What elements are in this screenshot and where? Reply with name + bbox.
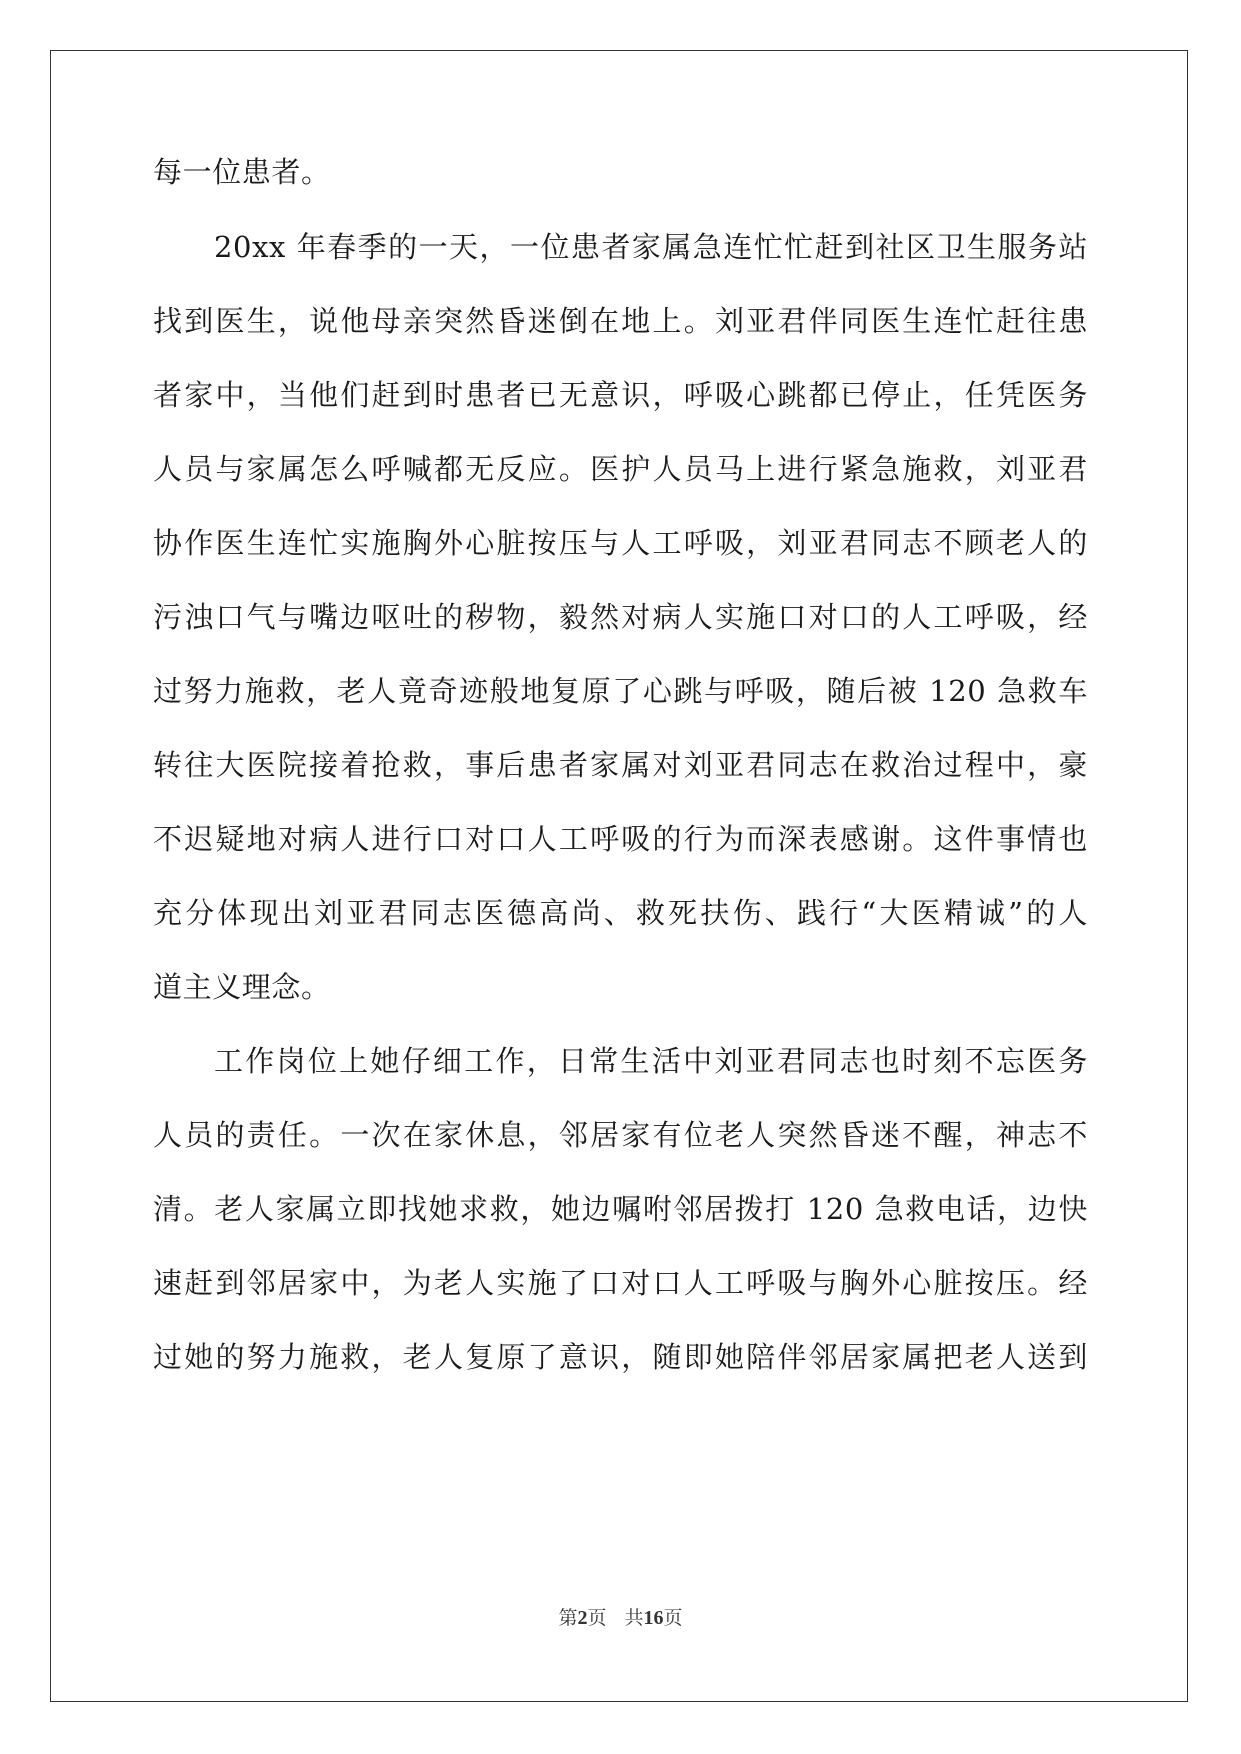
text-line: 者家中，当他们赶到时患者已无意识，呼吸心跳都已停止，任凭医务 <box>153 378 1088 412</box>
text-line: 人员与家属怎么呼喊都无反应。医护人员马上进行紧急施救，刘亚君 <box>153 452 1088 486</box>
page-suffix: 页 <box>587 1607 607 1629</box>
text-line: 不迟疑地对病人进行口对口人工呼吸的行为而深表感谢。这件事情也 <box>153 822 1088 856</box>
text-line: 清。老人家属立即找她求救，她边嘱咐邻居拨打 120 急救电话，边快 <box>153 1192 1088 1226</box>
text-line: 速赶到邻居家中，为老人实施了口对口人工呼吸与胸外心脏按压。经 <box>153 1266 1088 1300</box>
paragraph-first-line: 20xx 年春季的一天，一位患者家属急连忙忙赶到社区卫生服务站 <box>214 230 1088 264</box>
text-line: 协作医生连忙实施胸外心脏按压与人工呼吸，刘亚君同志不顾老人的 <box>153 526 1088 560</box>
total-prefix: 共 <box>624 1607 644 1629</box>
text-line: 转往大医院接着抢救，事后患者家属对刘亚君同志在救治过程中，豪 <box>153 748 1088 782</box>
text-line: 人员的责任。一次在家休息，邻居家有位老人突然昏迷不醒，神志不 <box>153 1118 1088 1152</box>
text-line: 找到医生，说他母亲突然昏迷倒在地上。刘亚君伴同医生连忙赶往患 <box>153 304 1088 338</box>
text-line: 过她的努力施救，老人复原了意识，随即她陪伴邻居家属把老人送到 <box>153 1340 1088 1374</box>
total-pages: 16 <box>643 1607 664 1629</box>
text-line: 每一位患者。 <box>153 155 331 189</box>
text-line: 污浊口气与嘴边呕吐的秽物，毅然对病人实施口对口的人工呼吸，经 <box>153 600 1088 634</box>
text-line: 过努力施救，老人竟奇迹般地复原了心跳与呼吸，随后被 120 急救车 <box>153 674 1088 708</box>
text-line: 充分体现出刘亚君同志医德高尚、救死扶伤、践行“大医精诚”的人 <box>153 896 1088 930</box>
page-prefix: 第 <box>558 1607 578 1629</box>
paragraph-first-line: 工作岗位上她仔细工作，日常生活中刘亚君同志也时刻不忘医务 <box>214 1044 1088 1078</box>
page-number: 2 <box>577 1607 588 1629</box>
page-footer <box>0 1606 1241 1630</box>
total-suffix: 页 <box>663 1607 683 1629</box>
text-line: 道主义理念。 <box>153 970 331 1004</box>
page-border <box>50 50 1188 1702</box>
